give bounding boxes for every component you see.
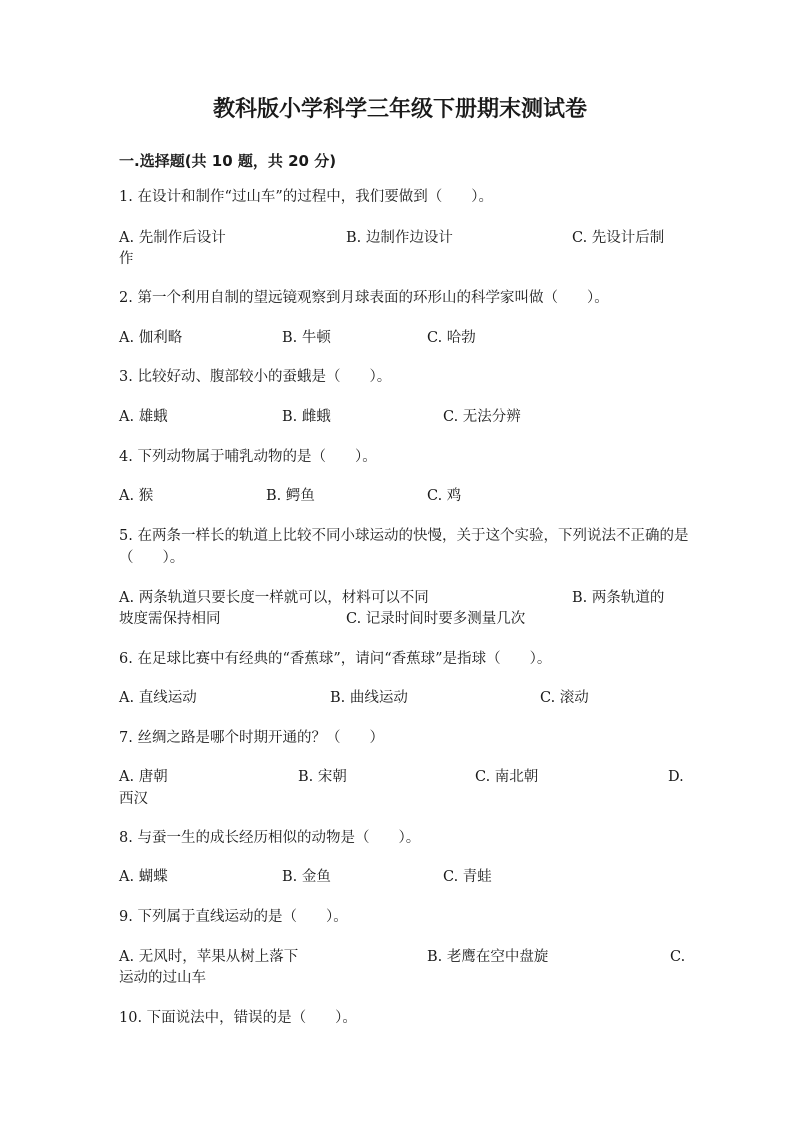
option-a[interactable]: A. 伽利略 [119,330,183,346]
section-heading: 一.选择题(共 10 题，共 20 分) [119,152,337,170]
option-c[interactable]: C. 鸡 [427,488,462,504]
option-b[interactable]: B. 金鱼 [282,869,331,885]
question-4: 4. 下列动物属于哺乳动物的是（ ）。 [119,449,377,465]
option-a[interactable]: A. 先制作后设计 [119,230,226,246]
question-7: 7. 丝绸之路是哪个时期开通的？（ ） [119,730,384,746]
page-title: 教科版小学科学三年级下册期末测试卷 [212,97,587,122]
question-2: 2. 第一个利用自制的望远镜观察到月球表面的环形山的科学家叫做（ ）。 [119,290,609,306]
option-a[interactable]: A. 无风时，苹果从树上落下 [119,949,299,965]
option-a[interactable]: A. 雄蛾 [119,409,168,425]
question-8-options [119,866,689,888]
question-9: 9. 下列属于直线运动的是（ ）。 [119,909,348,925]
question-3: 3. 比较好动、腹部较小的蚕蛾是（ ）。 [119,369,392,385]
option-b-continued: 坡度需保持相同 [119,611,221,627]
question-1-options [119,227,689,249]
question-10: 10. 下面说法中，错误的是（ ）。 [119,1010,357,1026]
question-5-options [119,587,689,609]
option-c[interactable]: C. 南北朝 [475,769,539,785]
option-b[interactable]: B. 雌蛾 [282,409,331,425]
option-b[interactable]: B. 两条轨道的 [572,590,665,606]
option-c[interactable]: C. 记录时间时要多测量几次 [346,611,526,627]
option-a[interactable]: A. 直线运动 [119,690,197,706]
option-c[interactable]: C. 无法分辨 [443,409,521,425]
question-4-options [119,485,689,507]
question-8: 8. 与蚕一生的成长经历相似的动物是（ ）。 [119,830,421,846]
question-9-options [119,946,689,968]
option-c[interactable]: C. 青蛙 [443,869,492,885]
option-c[interactable]: C. 滚动 [540,690,589,706]
option-c[interactable]: C. [670,949,686,965]
option-b[interactable]: B. 牛顿 [282,330,331,346]
option-b[interactable]: B. 宋朝 [298,769,347,785]
option-a[interactable]: A. 唐朝 [119,769,168,785]
option-a[interactable]: A. 猴 [119,488,154,504]
option-d[interactable]: D. [668,769,684,785]
option-d-continued: 西汉 [119,791,148,807]
question-7-options [119,766,689,788]
question-3-options [119,406,689,428]
option-c[interactable]: C. 先设计后制 [572,230,665,246]
option-c-continued: 作 [119,251,134,267]
question-5: 5. 在两条一样长的轨道上比较不同小球运动的快慢，关于这个实验，下列说法不正确的是（ ）。 [119,528,689,566]
question-1: 1. 在设计和制作“过山车”的过程中，我们要做到（ ）。 [119,189,494,205]
option-a[interactable]: A. 蝴蝶 [119,869,168,885]
option-b[interactable]: B. 老鹰在空中盘旋 [427,949,549,965]
question-6-options [119,687,689,709]
question-2-options [119,327,689,349]
option-c-continued: 运动的过山车 [119,970,206,986]
option-c[interactable]: C. 哈勃 [427,330,476,346]
question-6: 6. 在足球比赛中有经典的“香蕉球”，请问“香蕉球”是指球（ ）。 [119,651,552,667]
option-b[interactable]: B. 边制作边设计 [346,230,453,246]
option-a[interactable]: A. 两条轨道只要长度一样就可以，材料可以不同 [119,590,429,606]
question-5-options-continued [119,608,689,630]
option-b[interactable]: B. 鳄鱼 [266,488,315,504]
option-b[interactable]: B. 曲线运动 [330,690,408,706]
